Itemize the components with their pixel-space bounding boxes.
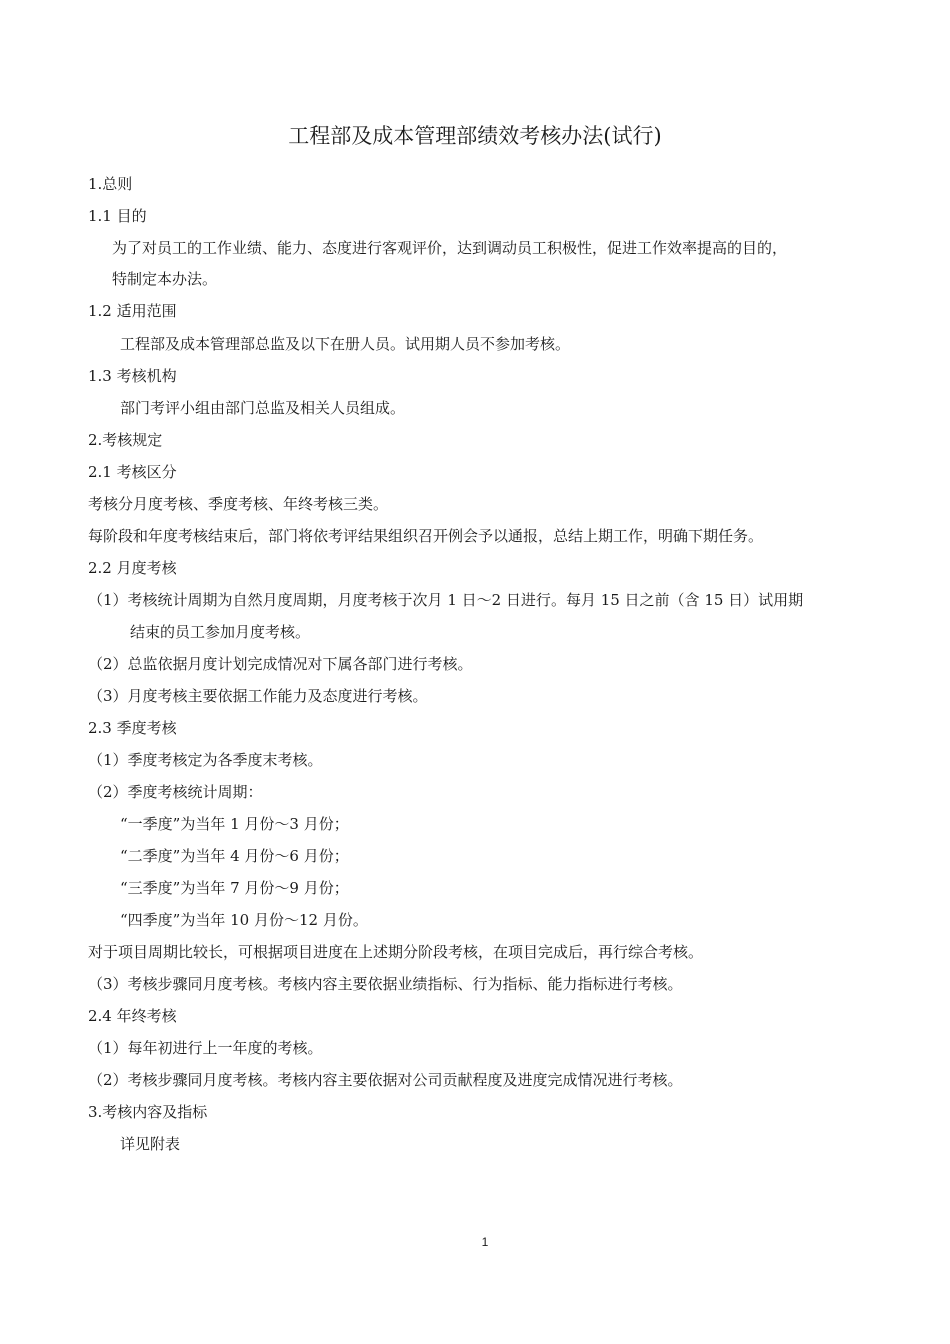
page-number: 1 [481, 1235, 489, 1249]
paragraph-scope: 工程部及成本管理部总监及以下在册人员。试用期人员不参加考核。 [120, 335, 571, 353]
paragraph-purpose-line-1: 为了对员工的工作业绩、能力、态度进行客观评价，达到调动员工积极性，促进工作效率提高的目的， [112, 239, 788, 257]
paragraph-review-meeting: 每阶段和年度考核结束后，部门将依考评结果组织召开例会予以通报，总结上期工作，明确下期任务。 [88, 527, 764, 545]
heading-2-3: 2.3 季度考核 [88, 719, 177, 737]
list-item-annual-1: （1）每年初进行上一年度的考核。 [88, 1039, 323, 1057]
document-title: 工程部及成本管理部绩效考核办法(试行) [288, 124, 662, 148]
heading-1-1: 1.1 目的 [88, 207, 147, 225]
quarter-1-period: “一季度”为当年 1 月份～3 月份； [120, 815, 349, 833]
paragraph-see-appendix: 详见附表 [120, 1135, 181, 1153]
heading-2: 2.考核规定 [88, 431, 163, 449]
heading-1: 1.总则 [88, 175, 133, 193]
list-item-monthly-3: （3）月度考核主要依据工作能力及态度进行考核。 [88, 687, 428, 705]
paragraph-categories: 考核分月度考核、季度考核、年终考核三类。 [88, 495, 389, 513]
list-item-quarterly-1: （1）季度考核定为各季度末考核。 [88, 751, 323, 769]
list-item-monthly-2: （2）总监依据月度计划完成情况对下属各部门进行考核。 [88, 655, 473, 673]
list-item-quarterly-3: （3）考核步骤同月度考核。考核内容主要依据业绩指标、行为指标、能力指标进行考核。 [88, 975, 683, 993]
list-item-annual-2: （2）考核步骤同月度考核。考核内容主要依据对公司贡献程度及进度完成情况进行考核。 [88, 1071, 683, 1089]
heading-2-2: 2.2 月度考核 [88, 559, 177, 577]
list-item-monthly-1-line-2: 结束的员工参加月度考核。 [130, 623, 311, 641]
heading-1-3: 1.3 考核机构 [88, 367, 177, 385]
quarter-3-period: “三季度”为当年 7 月份～9 月份； [120, 879, 349, 897]
paragraph-purpose-line-2: 特制定本办法。 [112, 270, 218, 288]
quarter-2-period: “二季度”为当年 4 月份～6 月份； [120, 847, 349, 865]
heading-3: 3.考核内容及指标 [88, 1103, 208, 1121]
paragraph-organization: 部门考评小组由部门总监及相关人员组成。 [120, 399, 406, 417]
heading-1-2: 1.2 适用范围 [88, 302, 177, 320]
quarter-4-period: “四季度”为当年 10 月份～12 月份。 [120, 911, 368, 929]
list-item-monthly-1-line-1: （1）考核统计周期为自然月度周期，月度考核于次月 1 日～2 日进行。每月 15 日之前（含 15 日）试用期 [88, 591, 804, 609]
heading-2-4: 2.4 年终考核 [88, 1007, 177, 1025]
paragraph-long-projects: 对于项目周期比较长，可根据项目进度在上述期分阶段考核，在项目完成后，再行综合考核。 [88, 943, 704, 961]
list-item-quarterly-2: （2）季度考核统计周期： [88, 783, 263, 801]
heading-2-1: 2.1 考核区分 [88, 463, 177, 481]
